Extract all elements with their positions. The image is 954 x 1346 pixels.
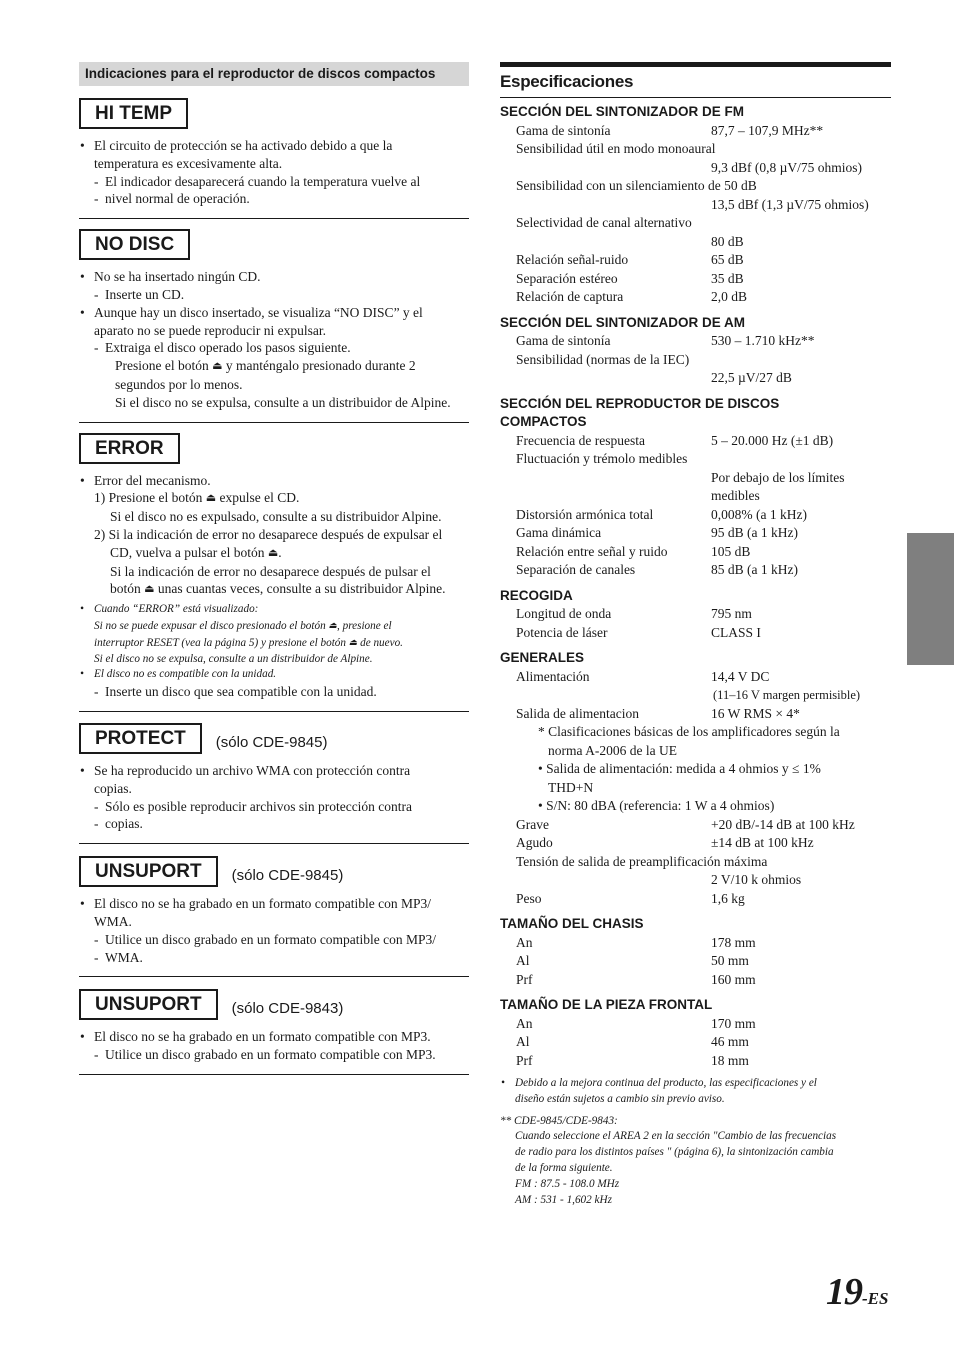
spec-value: 35 dB <box>711 270 744 286</box>
eject-icon: ⏏ <box>144 583 155 596</box>
spec-note: norma A-2006 de la UE <box>548 742 677 758</box>
spec-note: • S/N: 80 dBA (referencia: 1 W a 4 ohmios) <box>538 798 775 813</box>
spec-note: * Clasificaciones básicas de los amplificadores según la <box>538 724 840 739</box>
spec-value: 14,4 V DC <box>711 668 770 684</box>
spec-key: Al <box>516 953 530 968</box>
text-line: - Inserte un disco que sea compatible con la unidad. <box>79 683 469 701</box>
spec-value: 170 mm <box>711 1015 756 1031</box>
text-span: nivel normal de operación. <box>105 191 250 207</box>
text-line: • El circuito de protección se ha activado debido a que la <box>79 137 469 155</box>
spec-key: Relación de captura <box>516 289 624 304</box>
spec-row <box>500 524 891 543</box>
text-line <box>79 357 469 376</box>
nodisc-header <box>79 229 469 260</box>
spec-key: Sensibilidad (normas de la IEC) <box>516 351 690 367</box>
spec-note: THD+N <box>548 779 594 795</box>
text-line: • El disco no se ha grabado en un formato compatible con MP3/ <box>79 895 469 913</box>
spec-row <box>500 668 891 687</box>
spec-value: 85 dB (a 1 kHz) <box>711 562 798 577</box>
spec-value: 795 nm <box>711 606 752 621</box>
spec-value: (11–16 V margen permisible) <box>713 688 861 702</box>
spec-key: Salida de alimentacion <box>516 705 639 721</box>
spec-value: ±14 dB at 100 kHz <box>711 835 814 850</box>
text-line: Si el disco no se expulsa, consulte a un distribuidor de Alpine. <box>115 394 451 410</box>
spec-footnotes <box>500 1076 891 1208</box>
divider <box>79 422 469 423</box>
text-line: - Inserte un CD. <box>79 286 469 304</box>
text-span: Si no se puede expusar el disco presionado el botón <box>94 619 326 632</box>
spec-value: +20 dB/-14 dB at 100 kHz <box>711 816 855 832</box>
unsuport2-text <box>79 1028 469 1064</box>
spec-key: Selectividad de canal alternativo <box>516 215 692 230</box>
text-span: Presione el botón <box>115 358 209 374</box>
text-line <box>79 190 469 208</box>
eject-icon: ⏏ <box>267 546 279 559</box>
text-line: WMA. <box>94 913 132 929</box>
error-label: ERROR <box>79 433 180 464</box>
spec-row <box>500 432 891 451</box>
spec-row <box>500 506 891 525</box>
right-column <box>500 62 891 1208</box>
eject-icon: ⏏ <box>328 619 337 630</box>
spec-value: 46 mm <box>711 1034 749 1049</box>
eject-icon: ⏏ <box>212 360 223 373</box>
spec-key: Gama de sintonía <box>516 333 611 348</box>
text-line: - Utilice un disco grabado en un formato compatible con MP3/ <box>79 931 469 949</box>
protect-header <box>79 723 469 754</box>
hitemp-text <box>79 137 469 208</box>
unsuport2-model-note: (sólo CDE-9843) <box>231 1000 344 1018</box>
spec-row <box>500 834 891 853</box>
nodisc-label: NO DISC <box>79 229 190 260</box>
text-line <box>79 489 469 508</box>
text-line: aparato no se puede reproducir ni expulsar. <box>94 322 327 338</box>
error-notes <box>79 602 469 683</box>
spec-value: 16 W RMS × 4* <box>711 705 800 721</box>
unsuport1-label: UNSUPORT <box>79 856 218 887</box>
spec-key: Potencia de láser <box>516 624 608 640</box>
spec-value: medibles <box>711 488 760 503</box>
spec-value: 2,0 dB <box>711 289 748 304</box>
spec-key: Tensión de salida de preamplificación máxima <box>516 853 768 869</box>
am-section-heading: SECCIÓN DEL SINTONIZADOR DE AM <box>500 314 746 330</box>
left-column <box>79 62 469 1075</box>
text-line: copias. <box>94 780 132 796</box>
spec-value: 50 mm <box>711 953 749 968</box>
section-side-tab <box>907 533 954 665</box>
page-number-value: 19 <box>826 1271 862 1313</box>
section-banner: Indicaciones para el reproductor de discos compactos <box>79 62 469 86</box>
text-line: • Aunque hay un disco insertado, se visualiza “NO DISC” y el <box>79 304 469 322</box>
spec-value: 95 dB (a 1 kHz) <box>711 525 798 540</box>
spec-key: An <box>516 934 533 950</box>
protect-text <box>79 762 469 833</box>
spec-key: Distorsión armónica total <box>516 506 654 522</box>
unsuport2-label: UNSUPORT <box>79 989 218 1020</box>
text-span: WMA. <box>105 949 143 965</box>
text-span: interruptor RESET (vea la página 5) y presione el botón <box>94 636 346 649</box>
spec-row <box>500 288 891 307</box>
spec-value: 18 mm <box>711 1052 749 1068</box>
pickup-section-heading: RECOGIDA <box>500 587 573 603</box>
spec-key: Gama de sintonía <box>516 122 611 138</box>
hitemp-label: HI TEMP <box>79 98 188 129</box>
spec-value: 160 mm <box>711 971 756 987</box>
text-line: - Utilice un disco grabado en un formato compatible con MP3. <box>79 1046 469 1064</box>
spec-key: Fluctuación y trémolo medibles <box>516 451 688 466</box>
fm-section-heading: SECCIÓN DEL SINTONIZADOR DE FM <box>500 104 745 119</box>
spec-row <box>500 1052 891 1071</box>
unsuport1-header <box>79 856 469 887</box>
spec-row <box>500 605 891 624</box>
spec-value: 13,5 dBf (1,3 µV/75 ohmios) <box>711 196 869 212</box>
spec-row <box>500 122 891 141</box>
front-section-heading: TAMAÑO DE LA PIEZA FRONTAL <box>500 997 713 1012</box>
spec-value: 1,6 kg <box>711 890 745 906</box>
spec-row <box>500 890 891 909</box>
divider <box>79 711 469 712</box>
eject-icon: ⏏ <box>348 636 358 647</box>
text-line: - El indicador desaparecerá cuando la temperatura vuelve al <box>79 173 469 191</box>
spec-key: An <box>516 1015 533 1031</box>
text-line <box>79 949 469 967</box>
note-line: • El disco no es compatible con la unidad. <box>79 667 469 683</box>
text-line: Si la indicación de error no desaparece después de pulsar el <box>110 563 431 579</box>
footnote-line: AM : 531 - 1,602 kHz <box>515 1193 612 1206</box>
spec-key: Relación señal-ruido <box>516 252 629 267</box>
text-span: botón <box>110 581 141 597</box>
text-span: copias. <box>105 816 143 832</box>
eject-icon: ⏏ <box>205 492 217 505</box>
text-line: • Error del mecanismo. <box>79 472 469 490</box>
spec-key: Longitud de onda <box>516 606 612 621</box>
spec-row <box>500 705 891 724</box>
text-span: . <box>278 544 282 560</box>
text-span: y manténgalo presionado durante 2 <box>225 358 416 374</box>
spec-key: Separación de canales <box>516 562 636 577</box>
hitemp-header <box>79 98 469 129</box>
spec-key: Prf <box>516 1052 533 1068</box>
unsuport2-header <box>79 989 469 1020</box>
spec-key: Prf <box>516 971 533 987</box>
footnote-line: • Debido a la mejora continua del producto, las especificaciones y el <box>500 1076 891 1092</box>
spec-key: Sensibilidad con un silenciamiento de 50 dB <box>516 178 757 193</box>
note-line: • Cuando “ERROR” está visualizado: <box>79 602 469 618</box>
spec-key: Relación entre señal y ruido <box>516 543 668 559</box>
spec-value: CLASS I <box>711 624 761 640</box>
spec-row <box>500 1015 891 1034</box>
spec-key: Grave <box>516 816 549 832</box>
text-line <box>79 815 469 833</box>
protect-label: PROTECT <box>79 723 202 754</box>
text-line: segundos por lo menos. <box>115 376 243 392</box>
text-line <box>79 580 469 599</box>
spec-key: Peso <box>516 890 542 906</box>
text-line: - Sólo es posible reproducir archivos sin protección contra <box>79 798 469 816</box>
text-span: 1) Presione el botón <box>94 490 203 506</box>
footnote-line: FM : 87.5 - 108.0 MHz <box>515 1177 620 1190</box>
spec-value: 105 dB <box>711 543 751 559</box>
divider <box>79 218 469 219</box>
spec-value: 178 mm <box>711 934 756 950</box>
spec-row <box>500 624 891 643</box>
divider <box>79 843 469 844</box>
spec-key: Alimentación <box>516 668 590 684</box>
text-line <box>79 544 469 563</box>
text-span: , presione el <box>337 619 392 632</box>
page-number-suffix: -ES <box>862 1289 889 1308</box>
error-text <box>79 472 469 701</box>
text-line: • Se ha reproducido un archivo WMA con protección contra <box>79 762 469 780</box>
spec-row <box>500 816 891 835</box>
spec-key: Sensibilidad útil en modo monoaural <box>516 141 716 156</box>
general-section-heading: GENERALES <box>500 650 585 665</box>
footnote-line: de radio para los distintos países " (página 6), la sintonización cambia <box>515 1146 834 1159</box>
spec-value: 9,3 dBf (0,8 µV/75 ohmios) <box>711 159 863 175</box>
footnote-line: de la forma siguiente. <box>515 1161 613 1174</box>
spec-row <box>500 543 891 562</box>
spec-value: Por debajo de los límites <box>711 469 845 485</box>
footnote-line: ** CDE-9845/CDE-9843: <box>500 1114 618 1127</box>
spec-value: 5 – 20.000 Hz (±1 dB) <box>711 432 834 448</box>
spec-value: 80 dB <box>711 233 744 249</box>
page-number <box>826 1270 888 1314</box>
text-line: - Extraiga el disco operado los pasos siguiente. <box>79 339 469 357</box>
note-line: Si el disco no se expulsa, consulte a un distribuidor de Alpine. <box>94 652 373 665</box>
protect-model-note: (sólo CDE-9845) <box>215 733 328 751</box>
text-span: unas cuantas veces, consulte a su distribuidor Alpine. <box>157 581 446 597</box>
cd-section-heading <box>500 395 891 432</box>
spec-key: Frecuencia de respuesta <box>516 432 645 448</box>
error-header <box>79 433 469 464</box>
footnote-line: diseño están sujetos a cambio sin previo aviso. <box>515 1092 725 1105</box>
spec-value: 65 dB <box>711 252 744 267</box>
text-span: expulse el CD. <box>219 490 300 506</box>
specs-title: Especificaciones <box>500 62 891 98</box>
spec-key: Al <box>516 1034 530 1049</box>
spec-row <box>500 251 891 270</box>
text-line: • El disco no se ha grabado en un formato compatible con MP3. <box>79 1028 469 1046</box>
chassis-section-heading: TAMAÑO DEL CHASIS <box>500 916 644 931</box>
text-line: Si el disco no es expulsado, consulte a su distribuidor Alpine. <box>110 509 442 525</box>
spec-row <box>500 561 891 580</box>
heading-line: SECCIÓN DEL REPRODUCTOR DE DISCOS <box>500 395 780 411</box>
spec-value: 530 – 1.710 kHz** <box>711 333 815 348</box>
divider <box>79 976 469 977</box>
nodisc-text <box>79 268 469 411</box>
unsuport1-model-note: (sólo CDE-9845) <box>231 867 344 885</box>
spec-key: Agudo <box>516 835 553 850</box>
divider <box>79 1074 469 1075</box>
spec-value: 0,008% (a 1 kHz) <box>711 506 807 522</box>
note-line <box>79 635 469 652</box>
spec-value: 87,7 – 107,9 MHz** <box>711 122 824 138</box>
spec-value: 2 V/10 k ohmios <box>711 872 802 887</box>
unsuport1-text <box>79 895 469 966</box>
spec-row <box>500 270 891 289</box>
spec-key: Separación estéreo <box>516 270 618 286</box>
text-line: • No se ha insertado ningún CD. <box>79 268 469 286</box>
spec-note: • Salida de alimentación: medida a 4 ohmios y ≤ 1% <box>538 761 821 776</box>
spec-key: Gama dinámica <box>516 525 602 540</box>
spec-row <box>500 332 891 351</box>
spec-row <box>500 1033 891 1052</box>
text-span: de nuevo. <box>360 636 403 649</box>
spec-value: 22,5 µV/27 dB <box>711 370 792 385</box>
spec-row <box>500 971 891 990</box>
text-span: CD, vuelva a pulsar el botón <box>110 544 265 560</box>
text-line: temperatura es excesivamente alta. <box>94 155 283 171</box>
heading-line: COMPACTOS <box>500 414 587 429</box>
spec-row <box>500 952 891 971</box>
footnote-line: Cuando seleccione el AREA 2 en la sección "Cambio de las frecuencias <box>515 1130 837 1143</box>
text-line: 2) Si la indicación de error no desaparece después de expulsar el <box>94 526 443 542</box>
note-line <box>79 618 469 635</box>
spec-row <box>500 934 891 953</box>
